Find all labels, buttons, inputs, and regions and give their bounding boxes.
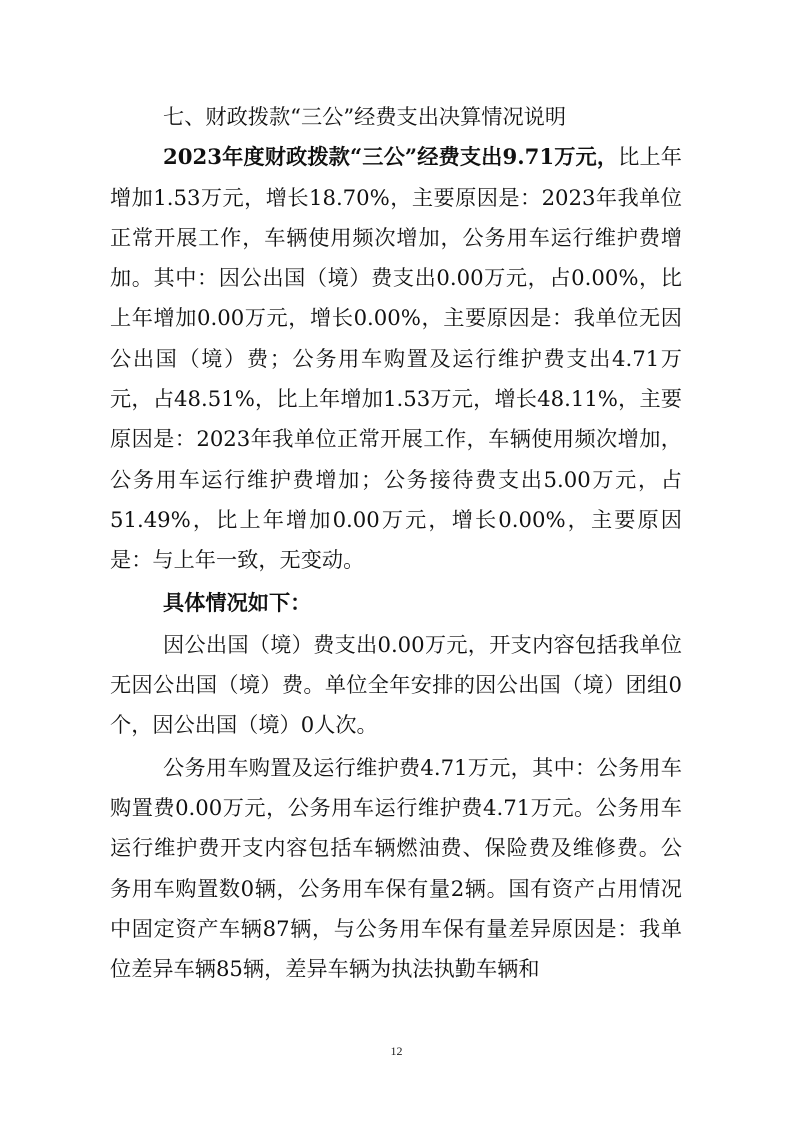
vehicle-paragraph: 公务用车购置及运行维护费4.71万元，其中：公务用车购置费0.00万元，公务用车运行维护费4.71万元。公务用车运行维护费开支内容包括车辆燃油费、保险费及维修费。公务用车购置数0辆，公务用车保有量2辆。国有资产占用情况中固定资产车辆87辆，与公务用车保有量差异原因是：我单位差异车辆85辆，差异车辆为执法执勤车辆和: [110, 754, 682, 982]
abroad-paragraph: 因公出国（境）费支出0.00万元，开支内容包括我单位无因公出国（境）费。单位全年安排的因公出国（境）团组0个，因公出国（境）0人次。: [110, 631, 682, 738]
summary-text: 比上年增加1.53万元，增长18.70%，主要原因是：2023年我单位正常开展工作，车辆使用频次增加，公务用车运行维护费增加。其中：因公出国（境）费支出0.00万元，占0.00%，比上年增加0.00万元，增长0.00%，主要原因是：我单位无因公出国（境）费；公务用车购置及运行维护费支出4.71万元，占48.51%，比上年增加1.53万元，增长48.11%，主要原因是：2023年我单位正常开展工作，车辆使用频次增加，公务用车运行维护费增加；公务接待费支出5.00万元，占51.49%，比上年增加0.00万元，增长0.00%，主要原因是：与上年一致，无变动。: [110, 144, 682, 573]
page-number: 12: [390, 1044, 403, 1058]
summary-bold-lead: 2023年度财政拨款“三公”经费支出9.71万元，: [163, 144, 619, 170]
document-body: [110, 97, 682, 990]
section-heading: 七、财政拨款“三公”经费支出决算情况说明: [163, 104, 567, 129]
summary-paragraph: [110, 137, 682, 580]
details-heading: 具体情况如下：: [163, 589, 312, 615]
